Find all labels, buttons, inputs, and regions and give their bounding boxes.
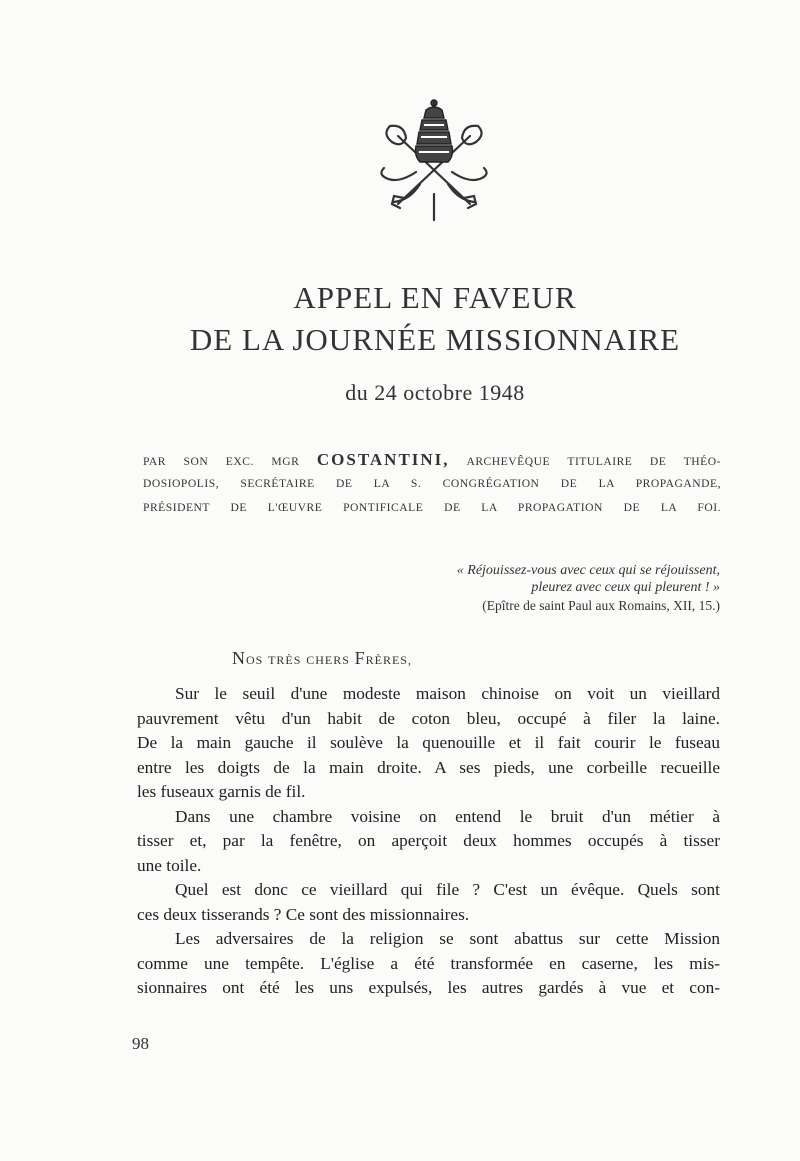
papal-tiara-crossed-keys-icon [376, 98, 492, 222]
document-title-line2: DE LA JOURNÉE MISSIONNAIRE [189, 322, 681, 357]
page-number: 98 [132, 1034, 149, 1053]
body-line: Quel est donc ce vieillard qui file ? C'est un évêque. Quels sont [175, 880, 720, 899]
author-line-1 [143, 448, 721, 472]
document-title-line1: APPEL EN FAVEUR [293, 280, 577, 315]
body-line: sionnaires ont été les uns expulsés, les autres gardés à vue et con- [137, 978, 720, 997]
author-line-3: PRÉSIDENT DE L'ŒUVRE PONTIFICALE DE LA PROPAGATION DE LA FOI. [143, 501, 721, 514]
body-line: une toile. [137, 855, 202, 875]
body-line: entre les doigts de la main droite. A ses pieds, une corbeille recueille [137, 757, 720, 777]
author-title-start: ARCHEVÊQUE TITULAIRE DE THÉO- [449, 455, 721, 468]
body-line: pauvrement vêtu d'un habit de coton bleu, occupé à filer la laine. [137, 708, 720, 728]
body-line: ces deux tisserands ? Ce sont des missionnaires. [137, 904, 470, 924]
body-line: Dans une chambre voisine on entend le bruit d'un métier à [175, 806, 720, 826]
body-line: De la main gauche il soulève la quenouille et il fait courir le fuseau [137, 733, 720, 752]
epigraph [300, 562, 720, 614]
epigraph-quote-line2: pleurez avec ceux qui pleurent ! » [531, 580, 720, 595]
author-line-2: DOSIOPOLIS, SECRÉTAIRE DE LA S. CONGRÉGATION DE LA PROPAGANDE, [143, 477, 721, 490]
author-prefix: PAR SON EXC. MGR [143, 455, 317, 468]
epigraph-quote-line1: « Réjouissez-vous avec ceux qui se réjouissent, [456, 563, 720, 578]
author-name: COSTANTINI, [316, 450, 450, 469]
body-text [137, 682, 720, 1001]
body-line: comme une tempête. L'église a été transformée en caserne, les mis- [137, 953, 720, 973]
body-line: les fuseaux garnis de fil. [137, 782, 306, 801]
salutation-text: NOS TRÈS CHERS FRÈRES, [232, 648, 412, 668]
document-date: du 24 octobre 1948 [345, 380, 525, 405]
epigraph-source: (Epître de saint Paul aux Romains, XII, 15.) [482, 598, 720, 613]
body-line: Les adversaires de la religion se sont abattus sur cette Mission [175, 929, 720, 948]
salutation [232, 648, 412, 669]
body-line: Sur le seuil d'une modeste maison chinoise on voit un vieillard [175, 684, 720, 703]
author-block [143, 448, 721, 520]
body-line: tisser et, par la fenêtre, on aperçoit deux hommes occupés à tisser [137, 831, 720, 850]
